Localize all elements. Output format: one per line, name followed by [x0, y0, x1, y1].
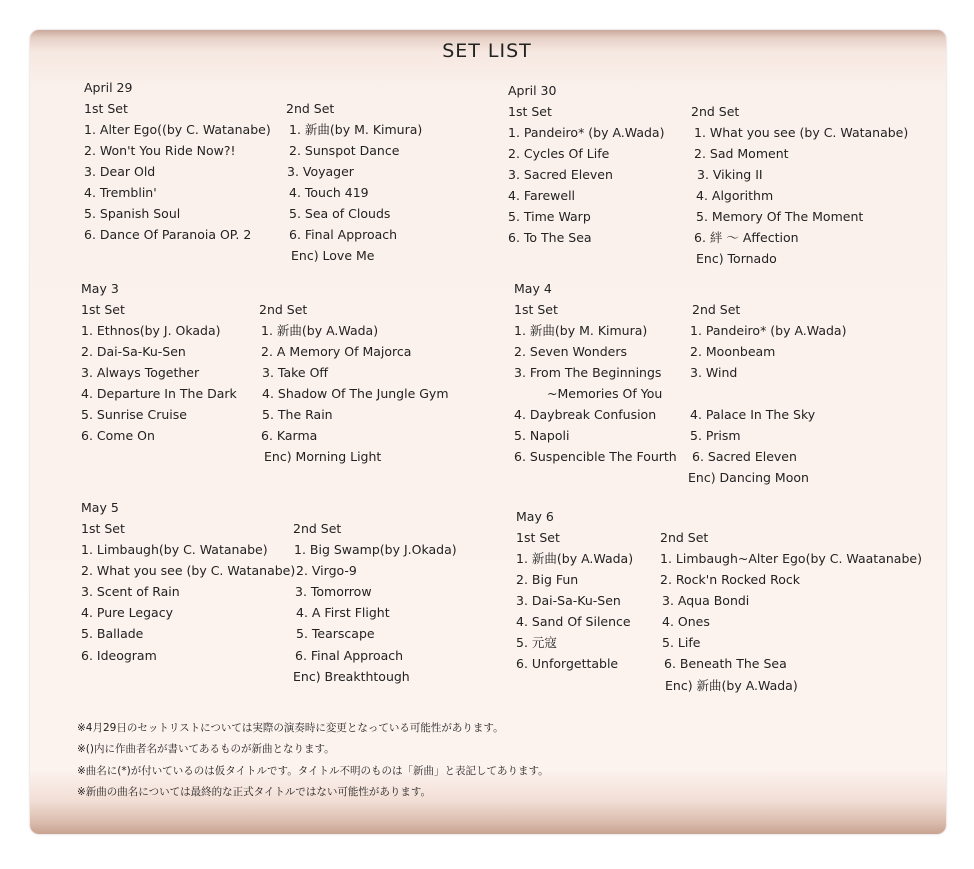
- song-item: 6. Dance Of Paranoia OP. 2: [84, 227, 252, 242]
- song-item: 4. A First Flight: [296, 605, 390, 620]
- encore-item: Enc) Love Me: [291, 248, 375, 263]
- footnote: ※()内に作曲者名が書いてあるものが新曲となります。: [77, 743, 335, 755]
- song-item: 4. Departure In The Dark: [81, 386, 237, 401]
- song-item: 3. Aqua Bondi: [662, 593, 750, 608]
- song-item: 4. Algorithm: [696, 188, 774, 203]
- song-item: 2. Sad Moment: [694, 146, 789, 161]
- song-item: 6. Beneath The Sea: [664, 656, 787, 671]
- show-date: April 29: [84, 80, 133, 95]
- song-item: 2. What you see (by C. Watanabe): [81, 563, 296, 578]
- song-item: 4. Ones: [662, 614, 710, 629]
- set-label: 2nd Set: [692, 302, 741, 317]
- song-item: 2. Rock'n Rocked Rock: [660, 572, 801, 587]
- song-item: 5. Sunrise Cruise: [81, 407, 187, 422]
- song-item: 4. Farewell: [508, 188, 576, 203]
- page-title: SET LIST: [442, 40, 532, 62]
- song-item: 2. Won't You Ride Now?!: [84, 143, 236, 158]
- show-date: May 4: [514, 281, 552, 296]
- song-item: 3. Sacred Eleven: [508, 167, 613, 182]
- set-label: 1st Set: [514, 302, 558, 317]
- song-item: 3. Wind: [690, 365, 738, 380]
- song-item: 2. Sunspot Dance: [289, 143, 400, 158]
- song-item: 1. Big Swamp(by J.Okada): [294, 542, 457, 557]
- set-label: 1st Set: [516, 530, 560, 545]
- song-item: 6. Unforgettable: [516, 656, 619, 671]
- song-item: 3. Viking II: [697, 167, 763, 182]
- set-label: 2nd Set: [293, 521, 342, 536]
- song-item: 1. 新曲(by A.Wada): [516, 551, 634, 566]
- song-item: 6. Sacred Eleven: [692, 449, 797, 464]
- song-item: 6. Karma: [261, 428, 318, 443]
- song-item: 6. Final Approach: [289, 227, 398, 242]
- song-item: 5. Spanish Soul: [84, 206, 181, 221]
- footnote: ※4月29日のセットリストについては実際の演奏時に変更となっている可能性があります。: [77, 722, 504, 734]
- song-item: 2. Big Fun: [516, 572, 579, 587]
- encore-item: Enc) Morning Light: [264, 449, 382, 464]
- song-item: 5. Memory Of The Moment: [696, 209, 864, 224]
- song-item: 1. Limbaugh(by C. Watanabe): [81, 542, 268, 557]
- song-item: 6. Come On: [81, 428, 155, 443]
- song-item: 6. Final Approach: [295, 648, 404, 663]
- footnote: ※新曲の曲名については最終的な正式タイトルではない可能性があります。: [77, 786, 432, 798]
- song-item: 6. Ideogram: [81, 648, 157, 663]
- song-item: 5. The Rain: [262, 407, 333, 422]
- song-item: 4. Touch 419: [289, 185, 369, 200]
- set-label: 1st Set: [81, 521, 125, 536]
- song-item: 1. 新曲(by M. Kimura): [514, 323, 648, 338]
- song-item: 3. Dear Old: [84, 164, 156, 179]
- song-item: 3. Take Off: [262, 365, 329, 380]
- song-item: 6. 絆 ～ Affection: [694, 230, 799, 245]
- encore-item: Enc) 新曲(by A.Wada): [665, 678, 798, 693]
- show-date: May 6: [516, 509, 554, 524]
- set-label: 2nd Set: [660, 530, 709, 545]
- song-item: 1. Alter Ego((by C. Watanabe): [84, 122, 271, 137]
- song-item: 3. Dai-Sa-Ku-Sen: [516, 593, 621, 608]
- song-item: 4. Daybreak Confusion: [514, 407, 657, 422]
- set-label: 2nd Set: [691, 104, 740, 119]
- song-item: 4. Sand Of Silence: [516, 614, 631, 629]
- song-item: 5. Life: [662, 635, 701, 650]
- song-item: 2. Cycles Of Life: [508, 146, 610, 161]
- song-item: 3. From The Beginnings: [514, 365, 662, 380]
- encore-item: Enc) Breakthtough: [293, 669, 410, 684]
- set-label: 2nd Set: [286, 101, 335, 116]
- footnote: ※曲名に(*)が付いているのは仮タイトルです。タイトル不明のものは「新曲」と表記してあります。: [77, 765, 549, 777]
- song-item: 2. A Memory Of Majorca: [261, 344, 412, 359]
- set-label: 1st Set: [508, 104, 552, 119]
- song-item: 4. Shadow Of The Jungle Gym: [262, 386, 449, 401]
- song-item: 5. Tearscape: [296, 626, 375, 641]
- song-item: 3. Tomorrow: [295, 584, 372, 599]
- song-item: 1. 新曲(by A.Wada): [261, 323, 379, 338]
- encore-item: Enc) Tornado: [696, 251, 777, 266]
- song-item: 1. What you see (by C. Watanabe): [694, 125, 909, 140]
- song-item: 5. Sea of Clouds: [289, 206, 391, 221]
- set-label: 1st Set: [84, 101, 128, 116]
- song-item: 4. Palace In The Sky: [690, 407, 816, 422]
- song-item: 4. Pure Legacy: [81, 605, 173, 620]
- song-item-continued: ~Memories Of You: [547, 386, 663, 401]
- song-item: 5. Ballade: [81, 626, 144, 641]
- song-item: 2. Seven Wonders: [514, 344, 627, 359]
- song-item: 1. Limbaugh~Alter Ego(by C. Waatanabe): [660, 551, 922, 566]
- song-item: 5. Napoli: [514, 428, 570, 443]
- song-item: 1. 新曲(by M. Kimura): [289, 122, 423, 137]
- song-item: 5. Time Warp: [508, 209, 591, 224]
- show-date: May 3: [81, 281, 119, 296]
- song-item: 6. Suspencible The Fourth: [514, 449, 677, 464]
- encore-item: Enc) Dancing Moon: [688, 470, 809, 485]
- song-item: 3. Always Together: [81, 365, 200, 380]
- set-label: 2nd Set: [259, 302, 308, 317]
- song-item: 5. Prism: [690, 428, 741, 443]
- song-item: 5. 元寇: [516, 635, 557, 650]
- song-item: 1. Pandeiro* (by A.Wada): [508, 125, 665, 140]
- song-item: 2. Dai-Sa-Ku-Sen: [81, 344, 186, 359]
- song-item: 6. To The Sea: [508, 230, 592, 245]
- song-item: 3. Voyager: [287, 164, 354, 179]
- song-item: 1. Pandeiro* (by A.Wada): [690, 323, 847, 338]
- song-item: 3. Scent of Rain: [81, 584, 180, 599]
- show-date: April 30: [508, 83, 557, 98]
- show-date: May 5: [81, 500, 119, 515]
- song-item: 2. Moonbeam: [690, 344, 776, 359]
- song-item: 1. Ethnos(by J. Okada): [81, 323, 221, 338]
- set-label: 1st Set: [81, 302, 125, 317]
- song-item: 4. Tremblin': [84, 185, 157, 200]
- song-item: 2. Virgo-9: [296, 563, 357, 578]
